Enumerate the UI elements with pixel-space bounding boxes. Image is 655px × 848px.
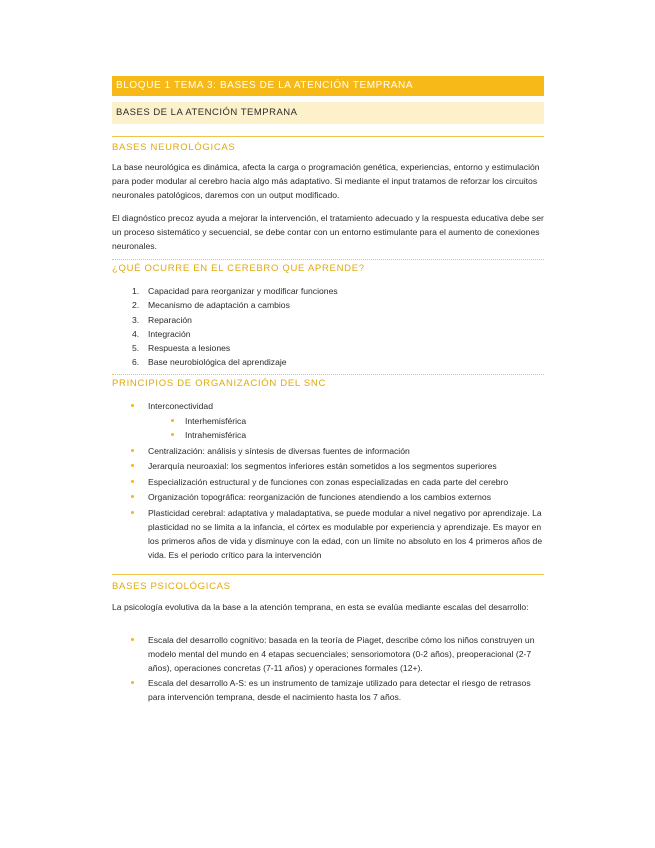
bullet-icon bbox=[131, 464, 134, 467]
list-item: 2. Mecanismo de adaptación a cambios bbox=[132, 300, 290, 311]
topic-subbanner: BASES DE LA ATENCIÓN TEMPRANA bbox=[112, 102, 544, 124]
list-item: Escala del desarrollo cognitivo: basada en la teoría de Piaget, describe cómo los niños construyen un modelo mental del mundo en 4 etapas secuenciales; sensoriomotora (0-2 años), preoperacional (2-7 años), operaciones concretas (7-11 años) y operaciones formales (12+). bbox=[112, 633, 544, 675]
topic-banner: BLOQUE 1 TEMA 3: BASES DE LA ATENCIÓN TEMPRANA bbox=[112, 76, 544, 96]
list-item: Interconectividad Interhemisférica Intrahemisférica bbox=[112, 399, 544, 443]
bullet-icon bbox=[131, 480, 134, 483]
list-item: Escala del desarrollo A-S: es un instrumento de tamizaje utilizado para detectar el riesgo de retrasos para intervención temprana, desde el nacimiento hasta los 7 años. bbox=[112, 676, 544, 704]
list-item: Intrahemisférica bbox=[148, 428, 544, 442]
list-item: Especialización estructural y de funciones con zonas especializadas en cada parte del cerebro bbox=[112, 475, 544, 489]
list-item: 5. Respuesta a lesiones bbox=[132, 343, 231, 354]
section-heading-neuro: BASES NEUROLÓGICAS bbox=[112, 142, 236, 153]
list-item: 4. Integración bbox=[132, 328, 191, 339]
list-item: 1. Capacidad para reorganizar y modificar funciones bbox=[132, 286, 338, 296]
brain-numbered-list bbox=[112, 284, 544, 370]
list-item: 6. Base neurobiológica del aprendizaje bbox=[132, 357, 287, 368]
psico-intro: La psicología evolutiva da la base a la atención temprana, en esta se evalúa mediante escalas del desarrollo: bbox=[112, 601, 529, 612]
list-item: Centralización: análisis y síntesis de diversas fuentes de información bbox=[112, 444, 544, 458]
bullet-icon bbox=[131, 511, 134, 514]
section-heading-brain: ¿QUÉ OCURRE EN EL CEREBRO QUE APRENDE? bbox=[112, 263, 365, 274]
section-heading-psico: BASES PSICOLÓGICAS bbox=[112, 580, 231, 592]
list-item: Interhemisférica bbox=[148, 414, 544, 428]
snc-sub-list bbox=[148, 414, 544, 443]
section-divider bbox=[112, 259, 544, 260]
psico-bullet-list bbox=[112, 633, 544, 705]
list-item: Organización topográfica: reorganización de funciones atendiendo a los cambios externos bbox=[112, 490, 544, 504]
list-item: Jerarquía neuroaxial: los segmentos inferiores están sometidos a los segmentos superiores bbox=[112, 459, 544, 473]
neuro-paragraph-2: El diagnóstico precoz ayuda a mejorar la intervención, el tratamiento adecuado y la respuesta educativa debe ser un proceso sistemático y secuencial, se debe contar con un entorno estimulante para el aumento de conexiones neuronales. bbox=[112, 213, 544, 251]
bullet-icon bbox=[131, 449, 134, 452]
bullet-icon bbox=[131, 495, 134, 498]
list-item: 3. Reparación bbox=[132, 314, 192, 325]
section-heading-snc: PRINCIPIOS DE ORGANIZACIÓN DEL SNC bbox=[112, 377, 327, 389]
neuro-paragraph-1: La base neurológica es dinámica, afecta la carga o programación genética, experiencias, entorno y estimulación para poder modular al cerebro hacia algo más adaptativo. Si mediante el input tratamos de reforzar los circuitos neuronales patológicos, daremos con un output modificado. bbox=[112, 162, 540, 200]
document-page bbox=[112, 76, 544, 706]
list-item: Plasticidad cerebral: adaptativa y maladaptativa, se puede modular a nivel negativo por aprendizaje. La plasticidad no se limita a la infancia, el córtex es modulable por experiencia y aprendizaje. Es mayor en los primeros años de vida y disminuye con la edad, con un límite no absoluto en los 4 primeros años de vida. Es el periodo crítico para la intervención bbox=[112, 506, 544, 562]
bullet-icon bbox=[131, 681, 134, 684]
section-divider bbox=[112, 136, 544, 137]
section-divider bbox=[112, 574, 544, 575]
snc-bullet-list bbox=[112, 399, 544, 562]
bullet-icon bbox=[171, 433, 174, 436]
bullet-icon bbox=[171, 419, 174, 422]
bullet-icon bbox=[131, 404, 134, 407]
section-divider bbox=[112, 374, 544, 375]
bullet-icon bbox=[131, 638, 134, 641]
